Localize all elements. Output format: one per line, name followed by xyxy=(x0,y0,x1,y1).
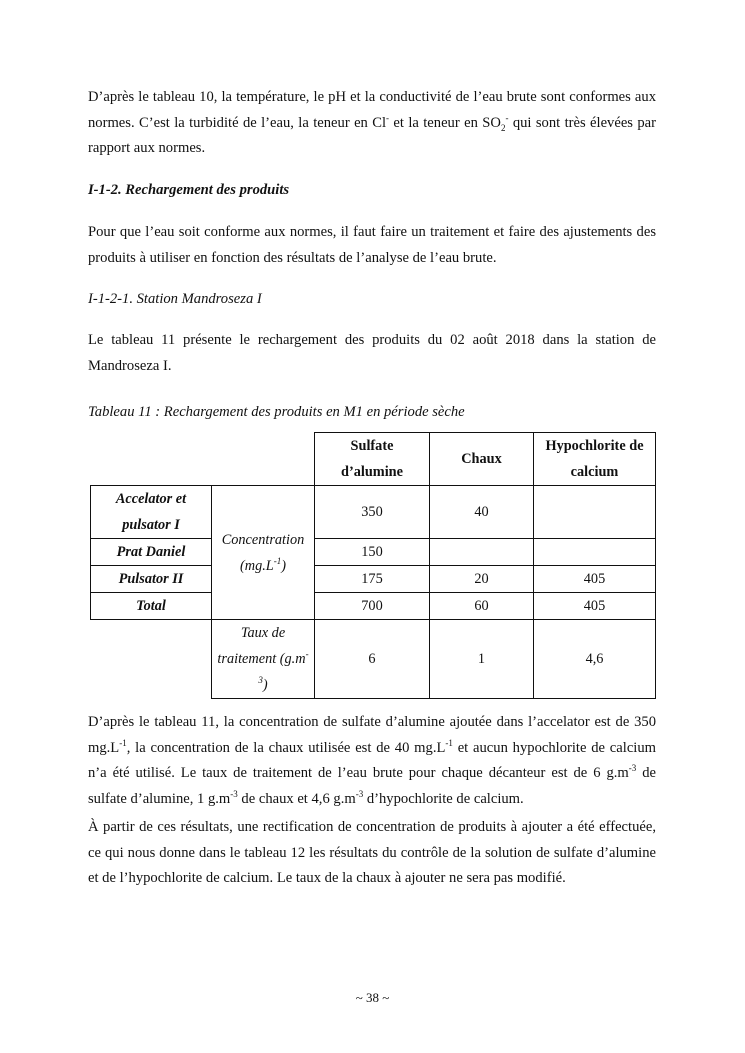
column-header: Chaux xyxy=(430,433,534,486)
table-cell: 6 xyxy=(315,620,430,699)
subscript: 2 xyxy=(500,122,506,133)
concentration-label: Concentration $(mg.L^{-1})$ xyxy=(212,486,315,620)
table-caption: Tableau 11 : Rechargement des produits en M1 en période sèche xyxy=(88,404,465,420)
table-cell: 350 xyxy=(315,486,430,539)
text: qui sont très élevées par rapport aux normes. xyxy=(88,114,656,157)
table-cell xyxy=(534,539,656,566)
row-header: Prat Daniel xyxy=(91,539,212,566)
superscript: - xyxy=(505,112,509,123)
row-header: Accelator et pulsator I xyxy=(91,486,212,539)
paragraph-3: Le tableau 11 présente le rechargement des produits du 02 août 2018 dans la station de Mandroseza I. xyxy=(88,332,656,374)
superscript: - xyxy=(386,112,390,123)
text: et la teneur en SO xyxy=(389,114,501,131)
empty-header xyxy=(91,433,315,486)
table-cell: 175 xyxy=(315,566,430,593)
paragraph-5: À partir de ces résultats, une rectification de concentration de produits à ajouter a été effectuée, ce qui nous donne dans le tableau 12 les résultats du contrôle de la solution de sulfate d’alumine et de l’hypochlorite de calcium. Le taux de la chaux à ajouter ne sera pas modifié. xyxy=(88,819,656,887)
table-cell: 40 xyxy=(430,486,534,539)
table-cell: 150 xyxy=(315,539,430,566)
table-cell xyxy=(534,486,656,539)
table-cell: 405 xyxy=(534,566,656,593)
paragraph-4: D’après le tableau 11, la concentration de sulfate d’alumine ajoutée dans l’accelator est de 350 $mg.L^{-1}$, la concentration de la chaux utilisée est de 40 $mg.L^{-1}$ et aucun hypochlorite de calcium n’a été utilisé. Le taux de traitement de l’eau brute pour chaque décanteur est de 6 $g.m^{-3}$ de sulfate d’alumine, 1 $g.m^{-3}$ de chaux et 4,6 $g.m^{-3}$ d’hypochlorite de calcium. xyxy=(88,714,656,807)
table-cell: 405 xyxy=(534,593,656,620)
table-cell: 20 xyxy=(430,566,534,593)
row-header: Total xyxy=(91,593,212,620)
section-heading: I-1-2. Rechargement des produits xyxy=(88,182,290,198)
row-header: Pulsator II xyxy=(91,566,212,593)
table-cell: 1 xyxy=(430,620,534,699)
paragraph-2: Pour que l’eau soit conforme aux normes, il faut faire un traitement et faire des ajustements des produits à utiliser en fonction des résultats de l’analyse de l’eau brute. xyxy=(88,224,656,266)
page-number: ~ 38 ~ xyxy=(355,990,390,1005)
taux-label: Taux de traitement $(g.m^{-3})$ xyxy=(212,620,315,699)
table-cell xyxy=(430,539,534,566)
column-header: Hypochlorite de calcium xyxy=(534,433,656,486)
column-header: Sulfate d’alumine xyxy=(315,433,430,486)
table-cell: 700 xyxy=(315,593,430,620)
empty-cell xyxy=(91,620,212,699)
text: D’après le tableau 10, la température, le pH et la conductivité de l’eau brute sont conformes aux normes. C’est la turbidité de l’eau, la teneur en Cl xyxy=(88,89,656,131)
subsection-heading: I-1-2-1. Station Mandroseza I xyxy=(88,291,262,307)
paragraph-1 xyxy=(88,85,656,162)
data-table xyxy=(90,432,656,699)
table-cell: 4,6 xyxy=(534,620,656,699)
table-cell: 60 xyxy=(430,593,534,620)
